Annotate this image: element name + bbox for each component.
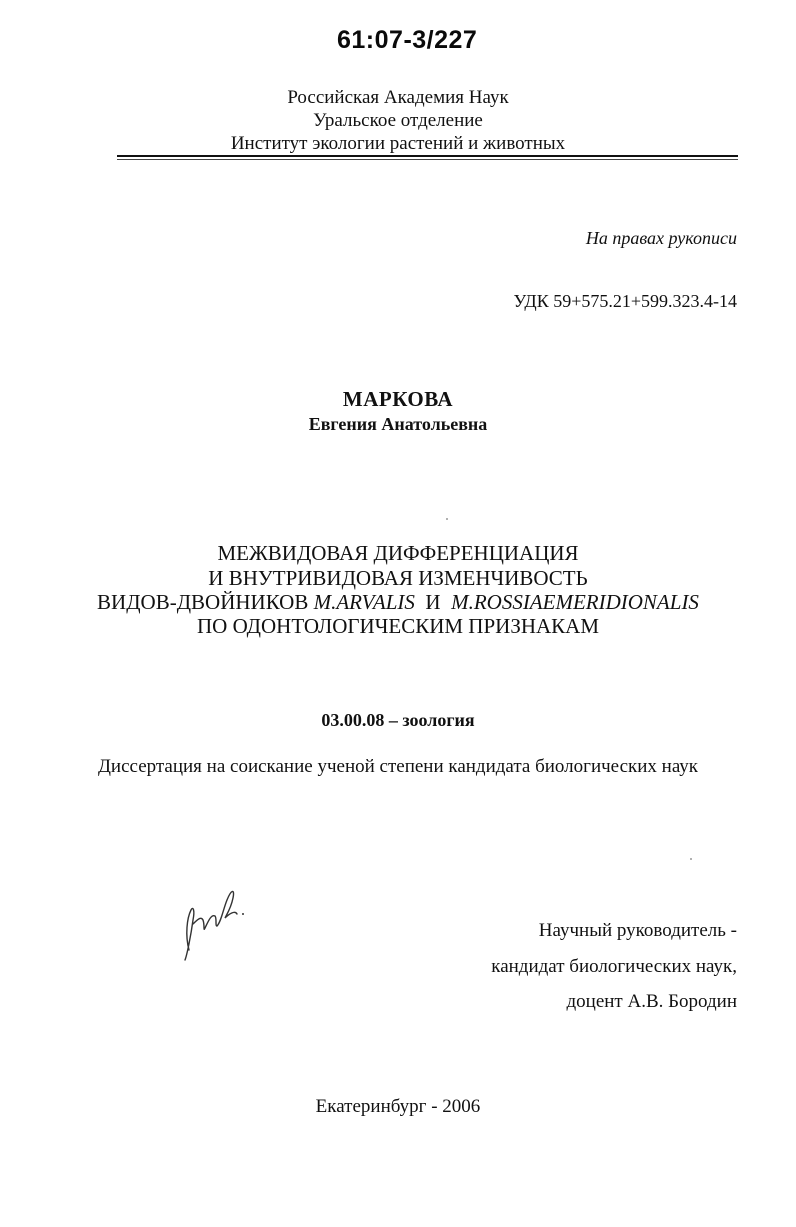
institution-branch: Уральское отделение [313,110,483,131]
title-line-2: И ВНУТРИВИДОВАЯ ИЗМЕНЧИВОСТЬ [208,566,588,590]
advisor-name: доцент А.В. Бородин [566,991,737,1012]
title-line-3 [0,590,796,615]
udk-code: УДК 59+575.21+599.323.4-14 [513,291,737,311]
title-line-3-prefix: ВИДОВ-ДВОЙНИКОВ [97,590,309,614]
species-rossiaemeridionalis: M.ROSSIAEMERIDIONALIS [451,590,699,614]
scan-speck [446,518,448,520]
advisor-role: Научный руководитель - [538,920,737,941]
city-year: Екатеринбург - 2006 [315,1096,481,1117]
author-name: Евгения Анатольевна [308,414,488,434]
title-line-4: ПО ОДОНТОЛОГИЧЕСКИМ ПРИЗНАКАМ [196,614,600,638]
header-divider-thin [117,159,738,160]
dissertation-type: Диссертация на соискание ученой степени кандидата биологических наук [97,756,699,777]
species-arvalis: M.ARVALIS [313,590,415,614]
header-divider [117,155,738,157]
author-surname: МАРКОВА [342,387,454,411]
institution-academy: Российская Академия Наук [287,87,509,108]
catalog-code: 61:07-3/227 [337,26,478,54]
specialty: 03.00.08 – зоология [321,710,475,730]
title-line-1: МЕЖВИДОВАЯ ДИФФЕРЕНЦИАЦИЯ [217,541,579,565]
advisor-degree: кандидат биологических наук, [491,956,737,977]
institution-institute: Институт экологии растений и животных [230,133,566,154]
manuscript-note: На правах рукописи [585,228,737,248]
scan-speck [690,858,692,860]
title-conjunction: И [425,590,441,614]
signature [175,880,255,970]
